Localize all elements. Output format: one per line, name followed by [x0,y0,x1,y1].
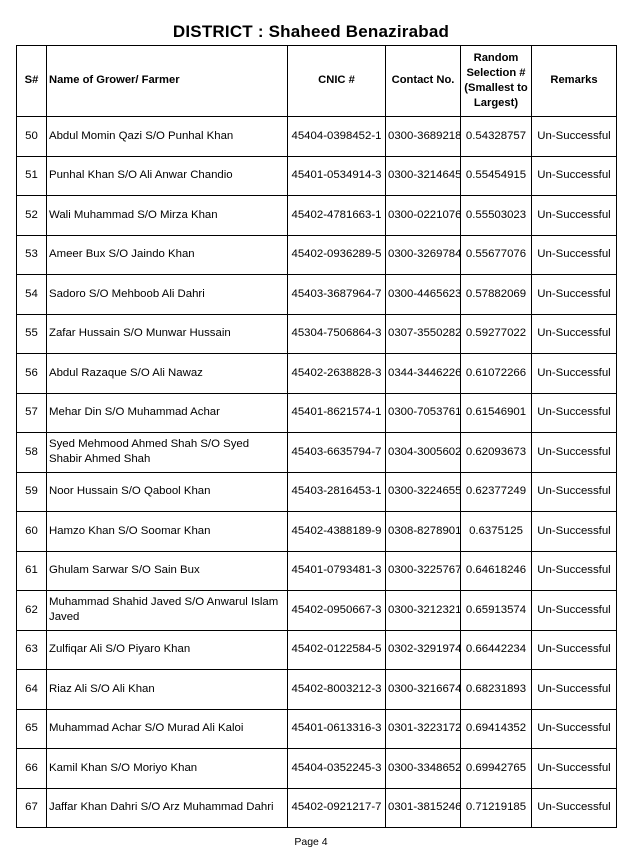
header-name: Name of Grower/ Farmer [47,46,288,117]
table-row [17,354,617,394]
cell-cnic: 45404-0398452-1 [288,117,386,157]
cell-random-selection: 0.55677076 [461,235,532,275]
cell-random-selection: 0.71219185 [461,788,532,828]
cell-remarks: Un-Successful [532,749,617,789]
cell-random-selection: 0.68231893 [461,670,532,710]
cell-remarks: Un-Successful [532,433,617,473]
cell-contact: 0300-3348652 [386,749,461,789]
cell-sn: 51 [17,156,47,196]
cell-sn: 52 [17,196,47,236]
cell-remarks: Un-Successful [532,235,617,275]
cell-contact: 0300-7053761 [386,393,461,433]
cell-name: Ameer Bux S/O Jaindo Khan [47,235,288,275]
cell-random-selection: 0.55503023 [461,196,532,236]
cell-contact: 0300-3216674 [386,670,461,710]
cell-random-selection: 0.54328757 [461,117,532,157]
cell-sn: 63 [17,630,47,670]
cell-cnic: 45402-4388189-9 [288,512,386,552]
header-remarks: Remarks [532,46,617,117]
cell-cnic: 45403-3687964-7 [288,275,386,315]
cell-remarks: Un-Successful [532,117,617,157]
table-row [17,433,617,473]
table-row [17,591,617,631]
cell-contact: 0301-3223172 [386,709,461,749]
cell-random-selection: 0.62093673 [461,433,532,473]
cell-remarks: Un-Successful [532,709,617,749]
cell-random-selection: 0.62377249 [461,472,532,512]
cell-name: Jaffar Khan Dahri S/O Arz Muhammad Dahri [47,788,288,828]
cell-cnic: 45402-0936289-5 [288,235,386,275]
cell-sn: 66 [17,749,47,789]
cell-sn: 61 [17,551,47,591]
table-row [17,709,617,749]
cell-name: Riaz Ali S/O Ali Khan [47,670,288,710]
cell-contact: 0300-4465623 [386,275,461,315]
cell-name: Mehar Din S/O Muhammad Achar [47,393,288,433]
page-title: DISTRICT : Shaheed Benazirabad [172,22,450,41]
cell-random-selection: 0.57882069 [461,275,532,315]
cell-sn: 58 [17,433,47,473]
cell-contact: 0301-3815246 [386,788,461,828]
cell-cnic: 45401-0534914-3 [288,156,386,196]
cell-sn: 50 [17,117,47,157]
cell-random-selection: 0.6375125 [461,512,532,552]
page-number: Page 4 [294,836,328,848]
cell-name: Zafar Hussain S/O Munwar Hussain [47,314,288,354]
cell-remarks: Un-Successful [532,512,617,552]
cell-sn: 56 [17,354,47,394]
table-row [17,551,617,591]
cell-name: Syed Mehmood Ahmed Shah S/O Syed Shabir Ahmed Shah [47,433,288,473]
header-cnic: CNIC # [288,46,386,117]
table-row [17,749,617,789]
table-row [17,275,617,315]
table-row [17,393,617,433]
table-row [17,512,617,552]
cell-random-selection: 0.59277022 [461,314,532,354]
cell-name: Punhal Khan S/O Ali Anwar Chandio [47,156,288,196]
cell-remarks: Un-Successful [532,591,617,631]
cell-sn: 59 [17,472,47,512]
cell-contact: 0344-3446226 [386,354,461,394]
cell-name: Sadoro S/O Mehboob Ali Dahri [47,275,288,315]
cell-cnic: 45402-4781663-1 [288,196,386,236]
cell-sn: 54 [17,275,47,315]
cell-cnic: 45403-2816453-1 [288,472,386,512]
cell-sn: 53 [17,235,47,275]
cell-random-selection: 0.61072266 [461,354,532,394]
table-row [17,788,617,828]
cell-random-selection: 0.55454915 [461,156,532,196]
cell-random-selection: 0.66442234 [461,630,532,670]
cell-name: Ghulam Sarwar S/O Sain Bux [47,551,288,591]
cell-remarks: Un-Successful [532,314,617,354]
cell-name: Hamzo Khan S/O Soomar Khan [47,512,288,552]
cell-remarks: Un-Successful [532,156,617,196]
cell-cnic: 45402-0122584-5 [288,630,386,670]
cell-sn: 64 [17,670,47,710]
cell-remarks: Un-Successful [532,354,617,394]
cell-cnic: 45401-8621574-1 [288,393,386,433]
header-random-selection: Random Selection # (Smallest to Largest) [461,46,532,117]
cell-sn: 57 [17,393,47,433]
cell-random-selection: 0.69942765 [461,749,532,789]
cell-name: Abdul Razaque S/O Ali Nawaz [47,354,288,394]
cell-contact: 0300-3224655 [386,472,461,512]
cell-cnic: 45402-0950667-3 [288,591,386,631]
cell-cnic: 45403-6635794-7 [288,433,386,473]
cell-cnic: 45401-0613316-3 [288,709,386,749]
cell-sn: 65 [17,709,47,749]
table-header-row [17,46,617,117]
table-body [17,117,617,828]
cell-random-selection: 0.65913574 [461,591,532,631]
grower-selection-table [16,45,617,828]
cell-remarks: Un-Successful [532,630,617,670]
table-row [17,630,617,670]
cell-contact: 0307-3550282 [386,314,461,354]
cell-sn: 67 [17,788,47,828]
cell-name: Muhammad Achar S/O Murad Ali Kaloi [47,709,288,749]
cell-contact: 0300-3214645 [386,156,461,196]
cell-cnic: 45402-0921217-7 [288,788,386,828]
cell-name: Muhammad Shahid Javed S/O Anwarul Islam Javed [47,591,288,631]
cell-name: Noor Hussain S/O Qabool Khan [47,472,288,512]
cell-sn: 55 [17,314,47,354]
cell-contact: 0302-3291974 [386,630,461,670]
cell-remarks: Un-Successful [532,275,617,315]
header-sn: S# [17,46,47,117]
cell-random-selection: 0.64618246 [461,551,532,591]
table-row [17,472,617,512]
cell-cnic: 45402-8003212-3 [288,670,386,710]
cell-contact: 0300-3225767 [386,551,461,591]
cell-remarks: Un-Successful [532,196,617,236]
cell-contact: 0300-3212321 [386,591,461,631]
cell-cnic: 45404-0352245-3 [288,749,386,789]
cell-name: Zulfiqar Ali S/O Piyaro Khan [47,630,288,670]
cell-name: Kamil Khan S/O Moriyo Khan [47,749,288,789]
cell-remarks: Un-Successful [532,472,617,512]
table-row [17,117,617,157]
cell-cnic: 45402-2638828-3 [288,354,386,394]
cell-cnic: 45401-0793481-3 [288,551,386,591]
cell-remarks: Un-Successful [532,393,617,433]
table-row [17,314,617,354]
cell-contact: 0300-0221076 [386,196,461,236]
table-row [17,670,617,710]
cell-sn: 60 [17,512,47,552]
cell-random-selection: 0.69414352 [461,709,532,749]
cell-cnic: 45304-7506864-3 [288,314,386,354]
header-contact: Contact No. [386,46,461,117]
cell-contact: 0300-3689218 [386,117,461,157]
cell-remarks: Un-Successful [532,670,617,710]
cell-sn: 62 [17,591,47,631]
cell-random-selection: 0.61546901 [461,393,532,433]
cell-name: Abdul Momin Qazi S/O Punhal Khan [47,117,288,157]
table-row [17,196,617,236]
cell-contact: 0300-3269784 [386,235,461,275]
cell-contact: 0304-3005602 [386,433,461,473]
cell-contact: 0308-8278901 [386,512,461,552]
table-row [17,156,617,196]
table-row [17,235,617,275]
cell-remarks: Un-Successful [532,551,617,591]
cell-name: Wali Muhammad S/O Mirza Khan [47,196,288,236]
cell-remarks: Un-Successful [532,788,617,828]
